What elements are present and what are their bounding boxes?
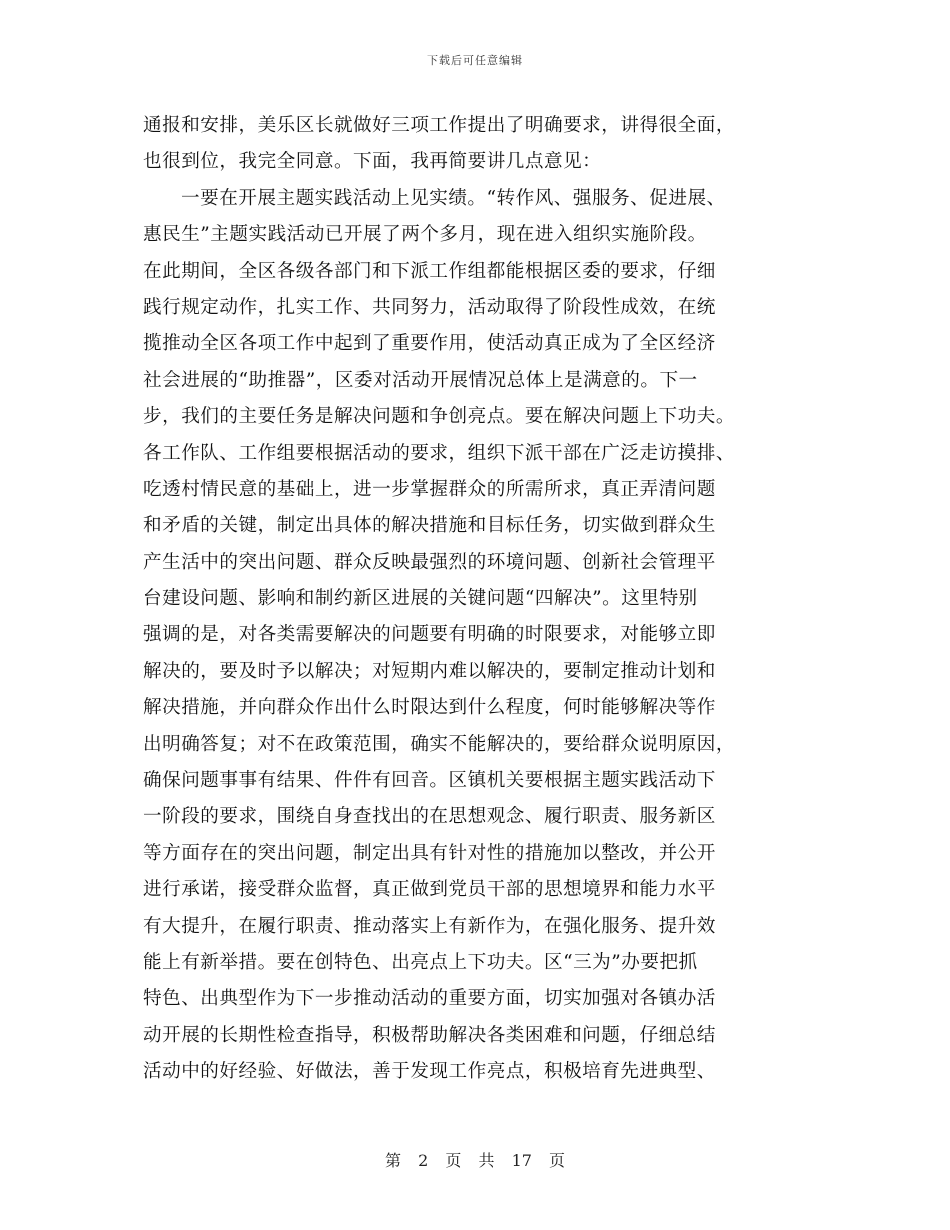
text-line: 揽推动全区各项工作中起到了重要作用，使活动真正成为了全区经济 — [143, 333, 716, 355]
total-page-count: 17 — [511, 1151, 532, 1170]
text-line: 通报和安排，美乐区长就做好三项工作提出了明确要求，讲得很全面， — [143, 115, 735, 136]
text-line: 台建设问题、影响和制约新区进展的关键问题“四解决”。这里特别 — [143, 588, 698, 610]
footer-page-word: 页 — [445, 1151, 462, 1170]
text-line: 一阶段的要求，围绕自身查找出的在思想观念、履行职责、服务新区 — [143, 806, 716, 828]
text-line: 步，我们的主要任务是解决问题和争创亮点。要在解决问题上下功夫。 — [143, 406, 735, 428]
page-header: 下载后可任意编辑 — [427, 54, 523, 67]
text-line: 解决措施，并向群众作出什么时限达到什么程度，何时能够解决等作 — [143, 697, 716, 719]
text-line: 和矛盾的关键，制定出具体的解决措施和目标任务，切实做到群众生 — [143, 515, 716, 537]
text-line: 产生活中的突出问题、群众反映最强烈的环境问题、创新社会管理平 — [143, 551, 716, 573]
text-line: 社会进展的“助推器”，区委对活动开展情况总体上是满意的。下一 — [143, 369, 698, 391]
text-line: 出明确答复；对不在政策范围，确实不能解决的，要给群众说明原因， — [143, 733, 735, 755]
text-line: 等方面存在的突出问题，制定出具有针对性的措施加以整改，并公开 — [143, 842, 716, 864]
text-line: 吃透村情民意的基础上，进一步掌握群众的所需所求，真正弄清问题 — [143, 478, 716, 500]
text-line: 活动中的好经验、好做法，善于发现工作亮点，积极培育先进典型、 — [143, 1061, 716, 1083]
footer-total-word: 共 — [478, 1151, 495, 1170]
text-line: 解决的，要及时予以解决；对短期内难以解决的，要制定推动计划和 — [143, 660, 716, 682]
text-line: 各工作队、工作组要根据活动的要求，组织下派干部在广泛走访摸排、 — [143, 442, 735, 464]
page-footer — [0, 1148, 950, 1171]
text-line: 惠民生”主题实践活动已开展了两个多月，现在进入组织实施阶段。 — [143, 224, 707, 246]
text-line: 进行承诺，接受群众监督，真正做到党员干部的思想境界和能力水平 — [143, 879, 716, 901]
text-line: 特色、出典型作为下一步推动活动的重要方面，切实加强对各镇办活 — [143, 988, 716, 1010]
footer-prefix: 第 — [384, 1151, 401, 1170]
text-line: 践行规定动作，扎实工作、共同努力，活动取得了阶段性成效，在统 — [143, 296, 716, 318]
text-line: 强调的是，对各类需要解决的问题要有明确的时限要求，对能够立即 — [143, 624, 716, 646]
paragraph-start-line: 一要在开展主题实践活动上见实绩。“转作风、强服务、促进展、 — [181, 187, 726, 209]
text-line: 确保问题事事有结果、件件有回音。区镇机关要根据主题实践活动下 — [143, 770, 716, 792]
document-body — [143, 108, 813, 1091]
text-line: 也很到位，我完全同意。下面，我再简要讲几点意见： — [143, 151, 602, 173]
text-line: 有大提升，在履行职责、推动落实上有新作为，在强化服务、提升效 — [143, 915, 716, 937]
footer-suffix: 页 — [549, 1151, 566, 1170]
current-page-number: 2 — [418, 1151, 429, 1170]
text-line: 能上有新举措。要在创特色、出亮点上下功夫。区“三为”办要把抓 — [143, 951, 698, 973]
text-line: 动开展的长期性检查指导，积极帮助解决各类困难和问题，仔细总结 — [143, 1024, 716, 1046]
text-line: 在此期间，全区各级各部门和下派工作组都能根据区委的要求，仔细 — [143, 260, 716, 282]
